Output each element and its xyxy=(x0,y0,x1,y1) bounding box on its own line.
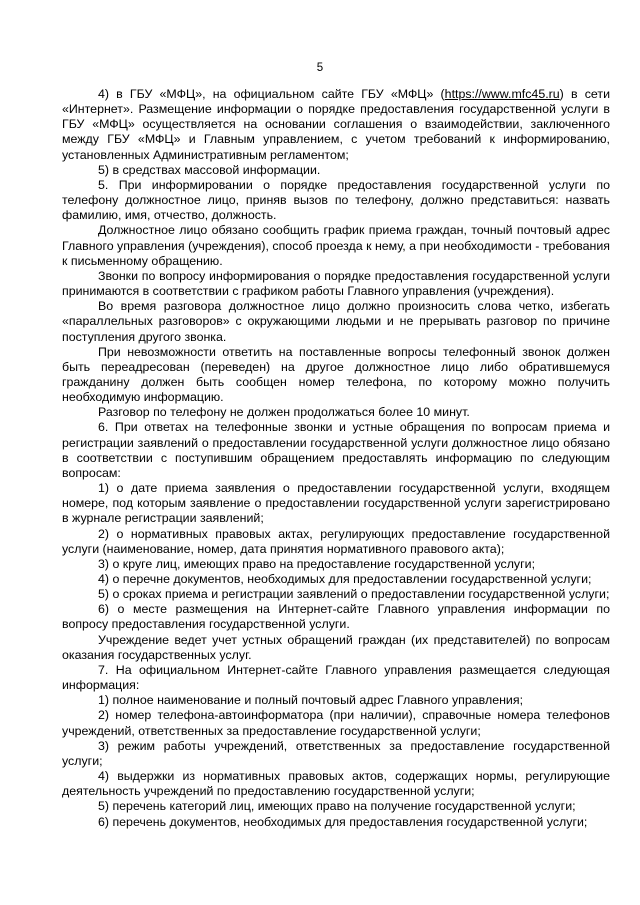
list-item: 4) о перечне документов, необходимых для предоставлении государственной услуги; xyxy=(98,572,592,586)
paragraph: 5) в средствах массовой информации. xyxy=(98,162,321,177)
list-item: 5) перечень категорий лиц, имеющих право на получение государственной услуги; xyxy=(98,799,576,814)
paragraph: Учреждение ведет учет устных обращений граждан (их представителей) по вопросам оказания государственных услуг. xyxy=(62,632,610,662)
list-item: 1) о дате приема заявления о предоставлении государственной услуги, входящем номере, под которым заявление о предоставлении государственной услуги зарегистрировано в журнале регистрации заявлений; xyxy=(62,481,610,526)
paragraph: 7. На официальном Интернет-сайте Главного управления размещается следующая информация: xyxy=(62,662,610,693)
document-body xyxy=(62,87,610,830)
list-item: 1) полное наименование и полный почтовый адрес Главного управления; xyxy=(98,693,524,708)
paragraph: 6. При ответах на телефонные звонки и устные обращения по вопросам приема и регистрации заявлений о предоставлении государственной услуги должностное лицо обязано в соответствии с поступившим обращением предоставлять информацию по следующим вопросам: xyxy=(62,420,610,480)
paragraph: Разговор по телефону не должен продолжаться более 10 минут. xyxy=(98,405,470,420)
paragraph: Должностное лицо обязано сообщить график приема граждан, точный почтовый адрес Главного управления (учреждения), способ проезда к нему, а при необходимости - требования к письменному обращению. xyxy=(62,223,610,268)
list-item: 6) о месте размещения на Интернет-сайте Главного управления информации по вопросу предоставления государственной услуги. xyxy=(62,602,610,632)
list-item: 6) перечень документов, необходимых для предоставления государственной услуги; xyxy=(98,814,588,829)
list-item: 2) номер телефона-автоинформатора (при наличии), справочные номера телефонов учреждений, ответственных за предоставление государственной услуги; xyxy=(62,708,610,738)
paragraph: Во время разговора должностное лицо должно произносить слова четко, избегать «параллельных разговоров» с окружающими людьми и не прерывать разговор по причине поступления другого звонка. xyxy=(62,299,610,344)
paragraph: Звонки по вопросу информирования о порядке предоставления государственной услуги принимаются в соответствии с графиком работы Главного управления (учреждения). xyxy=(62,268,610,299)
list-item: 2) о нормативных правовых актах, регулирующих предоставление государственной услуги (наименование, номер, дата принятия нормативного правового акта); xyxy=(62,526,610,556)
list-item: 3) режим работы учреждений, ответственных за предоставление государственной услуги; xyxy=(62,738,610,768)
paragraph: 5. При информировании о порядке предоставления государственной услуги по телефону должностное лицо, приняв вызов по телефону, должно представиться: назвать фамилию, имя, отчество, должность. xyxy=(62,177,610,223)
paragraph: При невозможности ответить на поставленные вопросы телефонный звонок должен быть переадресован (переведен) на другое должностное лицо либо обратившемуся гражданину должен быть сообщен номер телефона, по которому можно получить необходимую информацию. xyxy=(62,344,610,405)
paragraph-1-part-a: 4) в ГБУ «МФЦ», на официальном сайте ГБУ «МФЦ» ( xyxy=(98,87,445,101)
list-item: 5) о сроках приема и регистрации заявлений о предоставлении государственной услуги; xyxy=(98,587,610,602)
paragraph-1 xyxy=(62,87,610,163)
mfc-website-link[interactable]: https://www.mfc45.ru xyxy=(444,87,560,101)
list-item: 3) о круге лиц, имеющих право на предоставление государственной услуги; xyxy=(98,556,536,571)
page-number: 5 xyxy=(316,62,324,74)
paragraph-1-part-b: ) в сети «Интернет». Размещение информации о порядке предоставления государственной услуги в ГБУ «МФЦ» осуществляется на основании соглашения о взаимодействии, заключенного между ГБУ «МФЦ» и Главным управлением, с учетом требований к информированию, установленных Административным регламентом; xyxy=(62,87,610,162)
list-item: 4) выдержки из нормативных правовых актов, содержащих нормы, регулирующие деятельность учреждений по предоставлению государственной услуги; xyxy=(62,769,610,799)
